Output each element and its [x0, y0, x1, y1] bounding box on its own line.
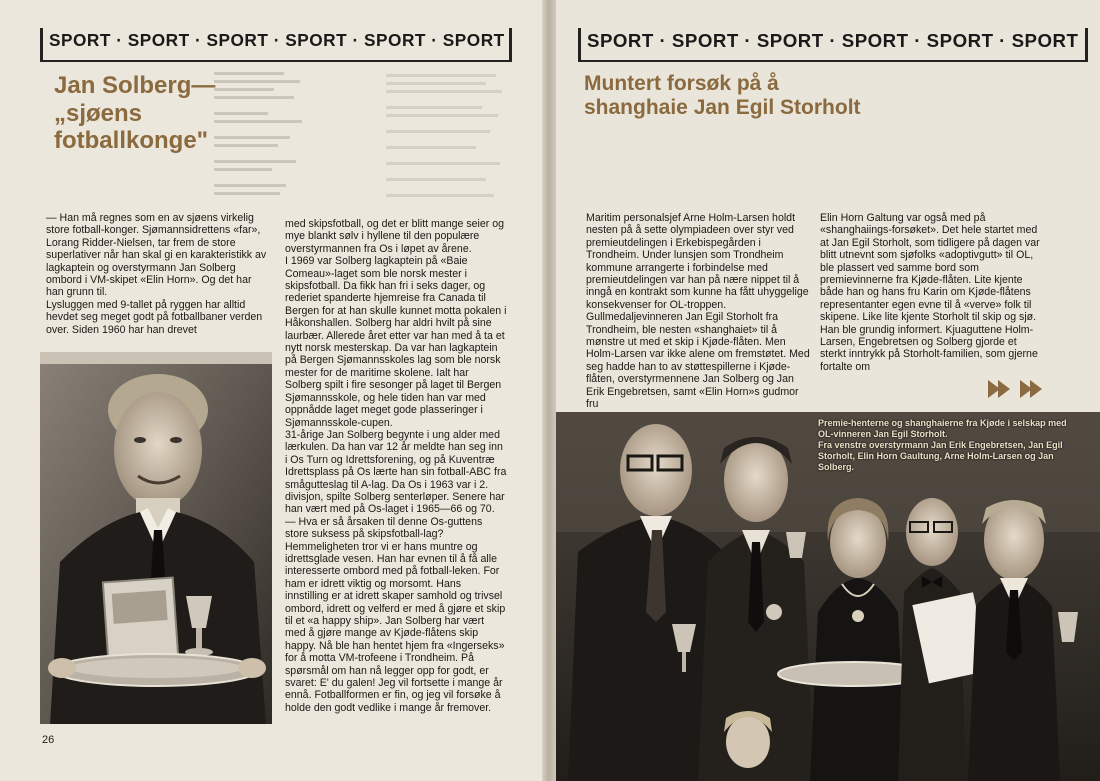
left-column-1: [46, 212, 272, 336]
left-col2-paragraph-1: med skipsfotball, og det er blitt mange seier og mye blankt sølv i hyllene til den populære overstyrmannen fra Os i løpet av årene.: [285, 218, 505, 255]
photo-caption-line-2: Fra venstre overstyrmann Jan Erik Engebretsen, Jan Egil Storholt, Elin Horn Gaultung, Arne Holm-Larsen og Jan Solberg.: [818, 440, 1063, 472]
left-title-line-2: „sjøens fotballkonge": [54, 99, 209, 155]
page-number: 26: [42, 734, 55, 746]
photo-caption-line-1: Premie-henterne og shanghaierne fra Kjøde i selskap med OL-vinneren Jan Egil Storholt.: [818, 418, 1067, 439]
left-column-2: [285, 218, 507, 714]
left-col1-paragraph-1: — Han må regnes som en av sjøens virkelig store fotball-konger. Sjømannsidrettens «far», Lorang Ridder-Nielsen, tar frem de store superlativer når han skal gi en karakteristikk av lagkaptein og overstyrmann Jan Solberg ombord i VM-skipet «Elin Horn». Og det har han grunn til.: [46, 212, 267, 299]
left-title-line-1: Jan Solberg—: [54, 72, 216, 99]
left-col1-paragraph-2: Lysluggen med 9-tallet på ryggen har alltid hevdet seg meget godt på fotballbaner verden over. Siden 1960 har han drevet: [46, 298, 263, 336]
right-column-2: [820, 212, 1044, 373]
right-col2-paragraph-1: Elin Horn Galtung var også med på «shanghaiings-forsøket». Det hele startet med at Jan Egil Storholt, som tidligere på dagen var blitt utnevnt som sjøfolks «adoptivgutt» til OL, ble plassert ved samme bord som premievinnerne fra Kjøde-flåten. Lite kjente både han og hans fru Karin om Kjøde-flåtens representanter egen evne til å «verve» folk til skipene. Like lite kjente Storholt til skip og sjø. Han ble grundig informert. Kjuaguttene Holm-Larsen, Engebretsen og Solberg gjorde et sterkt inntrykk på Storholt-familien, som gjerne fortalte om: [820, 212, 1040, 373]
solberg-photo-image: [40, 352, 272, 724]
left-page: [0, 0, 548, 781]
continue-arrows-glyph: [986, 378, 1050, 400]
award-group-photo: [548, 412, 1100, 781]
right-title-line-1: Muntert forsøk på å: [584, 72, 779, 95]
right-page: [548, 0, 1100, 781]
page-gutter: [542, 0, 556, 781]
right-column-1: [586, 212, 810, 411]
continue-arrows-icon: [986, 378, 1050, 406]
right-title-line-2: shanghaie Jan Egil Storholt: [584, 96, 861, 120]
left-col2-paragraph-4: — Hva er så årsaken til denne Os-guttens store suksess på skipsfotball-lag? Hemmeligheten tror vi er hans muntre og idrettsglade vesen. Han har evnen til å få alle interesserte ombord med på fotball-leken. For ham er idrett viktig og morsomt. Hans innstilling er at idrett skaper samhold og trivsel ombord, idrett og velferd er med å gjøre et skip til et «a happy ship». Jan Solberg har vært med å gjøre mange av Kjøde-flåtens skip happy. Nå ble han hentet hjem fra «Ingerseks» for å motta VM-trofeene i Trondheim. På spørsmål om han nå legger opp for godt, er svaret: E' du galen! Jeg vil fortsette i mange år ennå. Fotballformen er fin, og jeg vil forsøke å holde den godt vedlike i mange år fremover.: [285, 515, 506, 714]
right-col1-paragraph-1: Maritim personalsjef Arne Holm-Larsen holdt nesten på å sette olympiadeen over styr ved premieutdelingen i Erkebispegården i Trondheim. Under lunsjen som Trondheim kommune arrangerte i forbindelse med premieutdelingen var han på nære nippet til å inngå en kontrakt som kunne ha fått uhyggelige konsekvenser for OL-troppen. Gullmedaljevinneren Jan Egil Storholt fra Trondheim, ble nesten «shanghaiet» til å mønstre ut med et skip i Kjøde-flåten. Men Holm-Larsen var ikke alene om fremstøtet. Med seg hadde han to av støttespillerne i Kjøde-flåten, overstyrmennene Jan Solberg og Jan Erik Engebretsen, samt «Elin Horn»s gudmor fru: [586, 212, 810, 411]
show-through-texture: [212, 68, 310, 208]
left-section-header: SPORT · SPORT · SPORT · SPORT · SPORT · SPORT: [40, 28, 512, 62]
photo-caption: [818, 418, 1078, 473]
solberg-photo: [40, 352, 272, 724]
show-through-lines: [212, 68, 310, 208]
left-col2-paragraph-2: I 1969 var Solberg lagkaptein på «Baie Comeau»-laget som ble norsk mester i skipsfotball. Da fikk han fri i seks dager, og rederiet spanderte hjemreise fra Canada til Bergen for at han skulle kunnet motta pokalen i Håkonshallen. Solberg har aldri hvilt på sine laurbær. Allerede året etter var han med å ta et nytt norsk mesterskap. Da var han lagkaptein på Bergen Sjømannsskoles lag som ble norsk mester for de maritime skolene. Ialt har Solberg spilt i fire sesonger på laget til Bergen Sjømannsskole, og hele tiden han var med oppnådde laget meget gode plasseringer i Sjømannsskole-cupen.: [285, 255, 507, 429]
right-section-header: SPORT · SPORT · SPORT · SPORT · SPORT · SPORT: [578, 28, 1088, 62]
show-through-lines-2: [326, 68, 506, 208]
show-through-texture-2: [326, 68, 506, 208]
right-article-title: [584, 72, 884, 120]
left-col2-paragraph-3: 31-årige Jan Solberg begynte i ung alder med lærkulen. Da han var 12 år meldte han seg inn i Os Turn og Idrettsforening, og på Kuventræ Idrettsplass på Os lærte han sin fotball-ABC fra smågutteslag til A-lag. Da Os i 1963 var i 2. divisjon, spilte Solberg senterløper. Senere har han vært med på Os-laget i 1965—66 og 70.: [285, 428, 507, 516]
